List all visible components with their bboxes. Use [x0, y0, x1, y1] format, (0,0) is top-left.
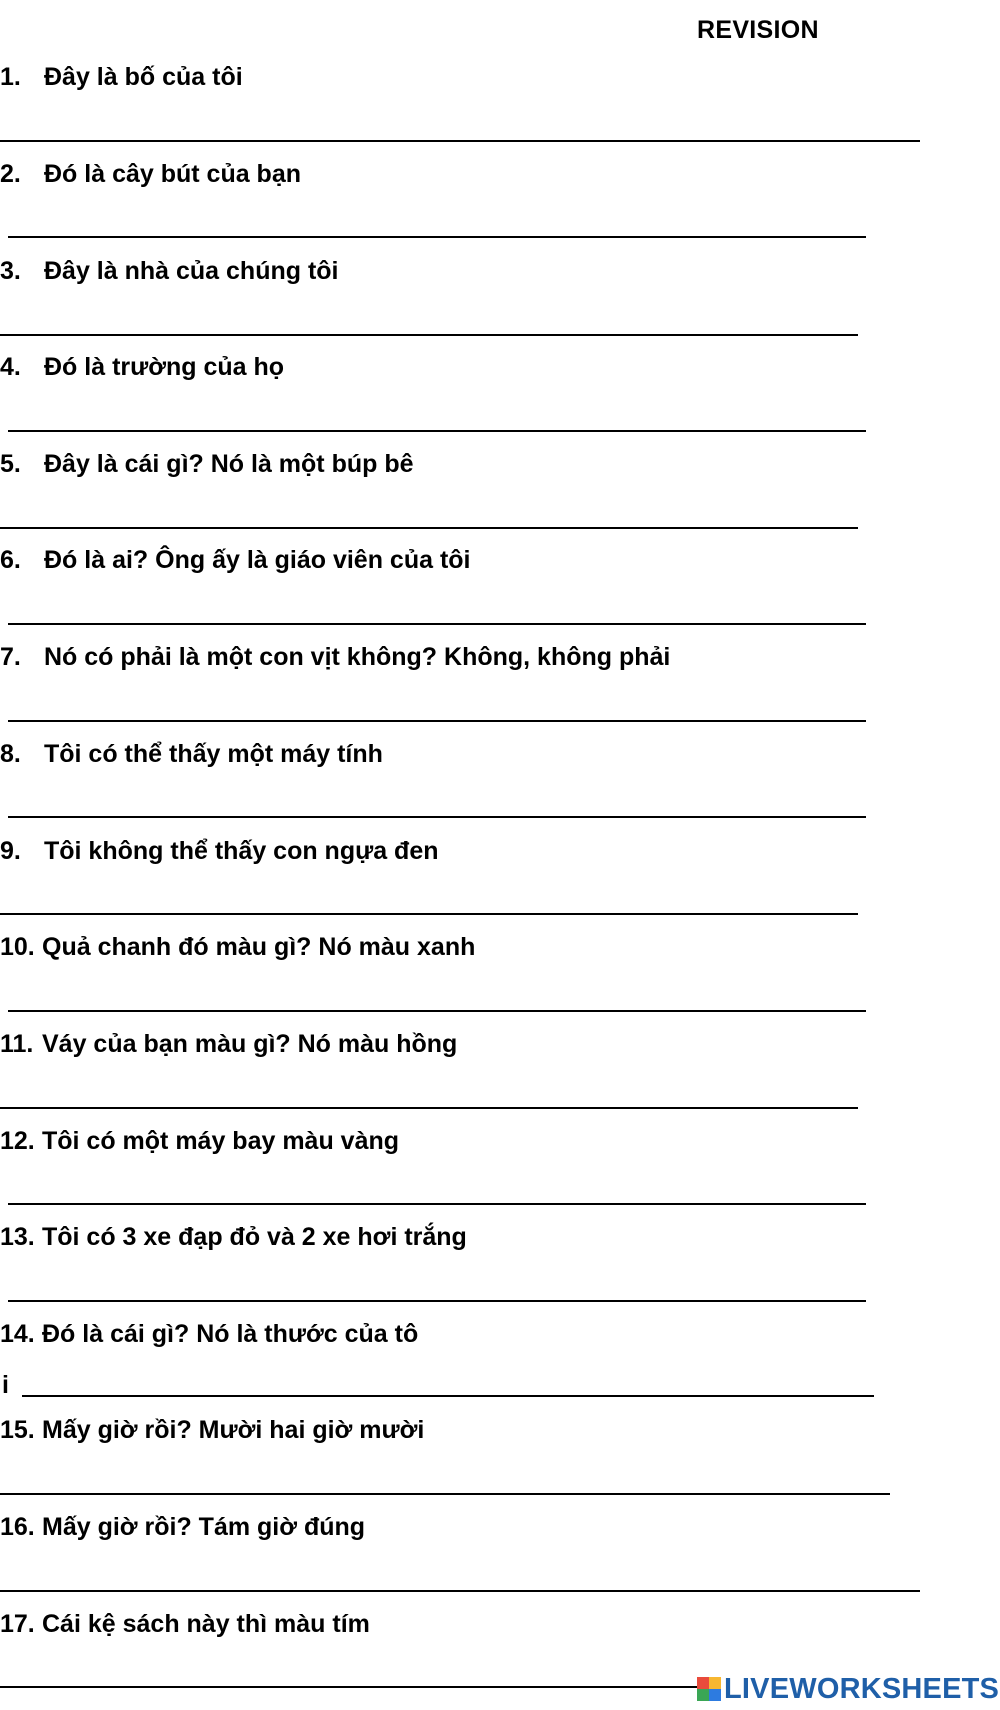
question-text: Đó là ai? Ông ấy là giáo viên của tôi	[44, 546, 471, 574]
answer-line-3[interactable]	[0, 334, 858, 336]
question-11	[0, 1029, 457, 1059]
question-9	[0, 836, 439, 866]
question-6	[0, 545, 471, 575]
question-text: Đó là trường của họ	[44, 353, 285, 381]
answer-line-2[interactable]	[8, 236, 866, 238]
question-number: 15.	[0, 1416, 35, 1444]
question-number: 16.	[0, 1513, 35, 1541]
question-text: Tôi không thể thấy con ngựa đen	[44, 837, 439, 865]
question-number: 13.	[0, 1223, 35, 1251]
answer-line-6[interactable]	[8, 623, 866, 625]
question-text: Váy của bạn màu gì? Nó màu hồng	[42, 1030, 458, 1058]
question-12	[0, 1126, 399, 1156]
answer-line-10[interactable]	[8, 1010, 866, 1012]
question-text: Nó có phải là một con vịt không? Không, không phải	[44, 643, 671, 671]
question-text: Cái kệ sách này thì màu tím	[42, 1610, 370, 1638]
question-number: 4.	[0, 353, 21, 381]
question-4	[0, 352, 284, 382]
question-number: 12.	[0, 1127, 35, 1155]
logo-icon-cell	[709, 1689, 721, 1701]
question-2	[0, 159, 301, 189]
answer-line-1[interactable]	[0, 140, 920, 142]
question-text: Quả chanh đó màu gì? Nó màu xanh	[42, 933, 476, 961]
question-number: 8.	[0, 740, 21, 768]
answer-line-8[interactable]	[8, 816, 866, 818]
question-number: 3.	[0, 257, 21, 285]
answer-line-5[interactable]	[0, 527, 858, 529]
question-10	[0, 932, 475, 962]
answer-line-11[interactable]	[0, 1107, 858, 1109]
question-1	[0, 62, 243, 92]
question-13	[0, 1222, 467, 1252]
logo-icon-cell	[697, 1689, 709, 1701]
question-7	[0, 642, 670, 672]
question-number: 7.	[0, 643, 21, 671]
question-number: 2.	[0, 160, 21, 188]
question-text: Đây là cái gì? Nó là một búp bê	[44, 450, 414, 478]
question-text: Đây là bố của tôi	[44, 63, 243, 91]
logo-icon-cell	[697, 1677, 709, 1689]
question-text: Mấy giờ rồi? Tám giờ đúng	[42, 1513, 366, 1541]
question-number: 9.	[0, 837, 21, 865]
answer-line-17[interactable]	[0, 1686, 700, 1688]
question-16	[0, 1512, 365, 1542]
answer-line-15[interactable]	[0, 1493, 890, 1495]
question-5	[0, 449, 414, 479]
question-text: Tôi có một máy bay màu vàng	[42, 1127, 400, 1155]
answer-line-13[interactable]	[8, 1300, 866, 1302]
answer-line-12[interactable]	[8, 1203, 866, 1205]
question-15	[0, 1415, 424, 1445]
question-number: 5.	[0, 450, 21, 478]
answer-line-4[interactable]	[8, 430, 866, 432]
worksheet-title: REVISION	[697, 16, 819, 44]
logo-icon-cell	[709, 1677, 721, 1689]
question-number: 6.	[0, 546, 21, 574]
question-number: 10.	[0, 933, 35, 961]
answer-line-16[interactable]	[0, 1590, 920, 1592]
question-8	[0, 739, 383, 769]
answer-line-9[interactable]	[0, 913, 858, 915]
liveworksheets-logo	[697, 1672, 999, 1706]
question-text: Tôi có 3 xe đạp đỏ và 2 xe hơi trắng	[42, 1223, 467, 1251]
question-number: 1.	[0, 63, 21, 91]
question-3	[0, 256, 339, 286]
question-text: Tôi có thể thấy một máy tính	[44, 740, 383, 768]
question-number: 17.	[0, 1610, 35, 1638]
question-14-continuation: i	[2, 1371, 9, 1399]
question-number: 14.	[0, 1320, 35, 1348]
liveworksheets-logo-icon	[697, 1677, 721, 1701]
question-14	[0, 1319, 418, 1349]
question-text: Mấy giờ rồi? Mười hai giờ mười	[42, 1416, 425, 1444]
question-number: 11.	[0, 1030, 34, 1058]
logo-text: LIVEWORKSHEETS	[724, 1673, 1000, 1705]
question-text: Đó là cây bút của bạn	[44, 160, 302, 188]
question-text: Đó là cái gì? Nó là thước của tô	[42, 1320, 419, 1348]
answer-line-7[interactable]	[8, 720, 866, 722]
question-text: Đây là nhà của chúng tôi	[44, 257, 339, 285]
answer-line-14[interactable]	[22, 1395, 874, 1397]
question-17	[0, 1609, 370, 1639]
